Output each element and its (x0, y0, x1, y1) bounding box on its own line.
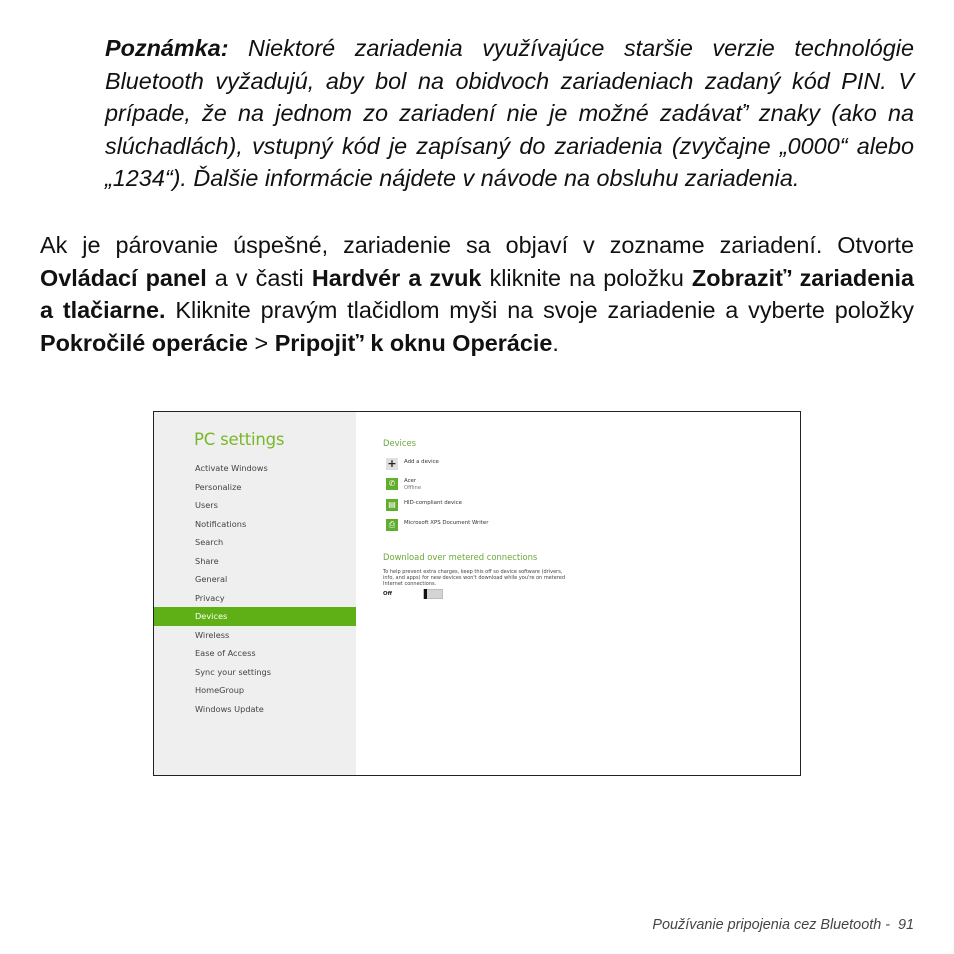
para-text-6: . (552, 329, 559, 356)
para-text-3: kliknite na položku (481, 264, 692, 291)
sidebar-item-homegroup[interactable]: HomeGroup (195, 685, 245, 695)
devices-section-title: Devices (383, 438, 417, 448)
para-bold-connect-operations: Pripojiť’ k oknu Operácie (274, 329, 553, 356)
devices-panel (356, 412, 800, 775)
device-name: HID-compliant device (404, 500, 462, 506)
sidebar-item-personalize[interactable]: Personalize (195, 481, 242, 492)
device-status: Offline (404, 485, 422, 491)
sidebar-item-general[interactable]: General (195, 574, 228, 584)
metered-toggle[interactable] (423, 589, 443, 599)
para-bold-advanced-operations: Pokročilé operácie (40, 329, 249, 356)
sidebar-item-notifications[interactable]: Notifications (195, 518, 247, 529)
sidebar-menu (154, 459, 356, 718)
metered-toggle-label: Off (383, 591, 392, 597)
sidebar-item-users[interactable]: Users (195, 500, 218, 510)
sidebar-item-activate-windows[interactable]: Activate Windows (195, 463, 268, 473)
device-name: Acer (404, 478, 417, 484)
note-text: Niektoré zariadenia využívajúce staršie verzie technológie Bluetooth vyžadujú, aby bol na obidvoch zariadeniach zadaný kód PIN. V prípade, že na jednom zo zariadení nie je možné zadávať’ znaky (ako na slúchadlách), vstupný kód je zapísaný do zariadenia (zvyčajne „0000“ alebo „1234“). Ďalšie informácie nájdete v návode na obsluhu zariadenia. (105, 35, 914, 192)
para-text-4: Kliknite pravým tlačidlom myši na svoje zariadenie a vyberte položky (165, 297, 914, 324)
sidebar-item-search[interactable]: Search (195, 537, 224, 547)
sidebar-title: PC settings (194, 430, 285, 449)
sidebar-item-privacy[interactable]: Privacy (195, 592, 225, 603)
para-text-2: a v časti (206, 264, 312, 291)
sidebar-item-sync-your-settings[interactable]: Sync your settings (195, 666, 271, 677)
page-footer: Používanie pripojenia cez Bluetooth - 91 (652, 917, 914, 933)
note-label: Poznámka: (105, 35, 229, 61)
para-text-5: > (248, 329, 275, 356)
toggle-knob (424, 589, 427, 599)
settings-sidebar (154, 412, 356, 775)
sidebar-item-wireless[interactable]: Wireless (195, 629, 230, 640)
para-bold-hardware-sound: Hardvér a zvuk (311, 264, 482, 291)
para-text-1: Ak je párovanie úspešné, zariadenie sa objaví v zozname zariadení. Otvorte (40, 232, 914, 258)
device-name: Microsoft XPS Document Writer (404, 520, 489, 526)
sidebar-item-share[interactable]: Share (195, 555, 219, 566)
metered-description: To help prevent extra charges, keep this off so device software (drivers, info, and apps) for new devices won't download while you're on metered Internet connections. (383, 569, 565, 588)
phone-icon: ✆ (386, 478, 398, 490)
metered-section-title: Download over metered connections (383, 552, 538, 562)
para-bold-control-panel: Ovládací panel (40, 264, 207, 291)
printer-icon: ⎙ (386, 519, 398, 531)
para-bold-devices-printers: Zobraziť’ zariadenia a tlačiarne. (40, 264, 914, 324)
input-device-icon: ▤ (386, 499, 398, 511)
sidebar-item-windows-update[interactable]: Windows Update (195, 703, 264, 714)
pc-settings-screenshot (153, 411, 801, 776)
plus-icon: + (387, 457, 397, 470)
body-paragraph (40, 229, 914, 359)
add-device-label: Add a device (404, 459, 439, 465)
sidebar-item-devices[interactable]: Devices (154, 607, 356, 626)
sidebar-item-ease-of-access[interactable]: Ease of Access (195, 648, 256, 658)
note-paragraph (105, 32, 914, 195)
